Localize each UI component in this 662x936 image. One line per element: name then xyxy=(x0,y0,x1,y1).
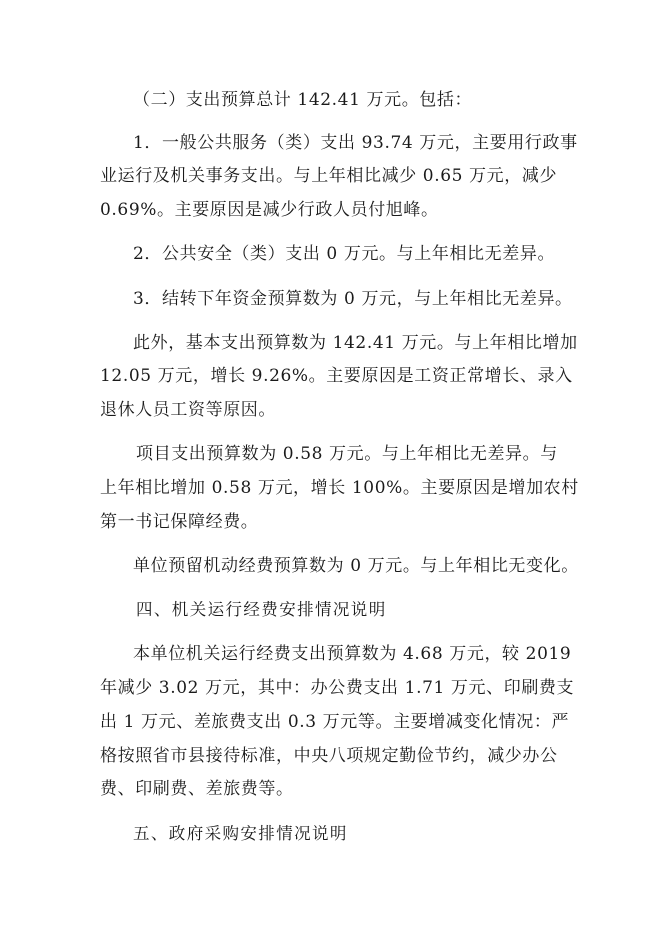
project-expenditure-line-1: 项目支出预算数为 0.58 万元。与上年相比无差异。与 xyxy=(136,444,558,464)
operating-funds-line-4: 格按照省市县接待标准，中央八项规定勤俭节约，减少办公 xyxy=(100,746,558,766)
operating-funds-line-2: 年减少 3.02 万元，其中：办公费支出 1.71 万元、印刷费支 xyxy=(100,678,575,698)
basic-expenditure-line-1: 此外，基本支出预算数为 142.41 万元。与上年相比增加 xyxy=(133,333,578,353)
reserved-funds: 单位预留机动经费预算数为 0 万元。与上年相比无变化。 xyxy=(133,556,579,576)
item-1-line-2: 业运行及机关事务支出。与上年相比减少 0.65 万元，减少 xyxy=(100,166,558,186)
operating-funds-line-5: 费、印刷费、差旅费等。 xyxy=(100,779,294,799)
item-1-line-1: 1．一般公共服务（类）支出 93.74 万元，主要用行政事 xyxy=(133,133,578,153)
project-expenditure-line-3: 第一书记保障经费。 xyxy=(100,512,259,532)
item-2: 2．公共安全（类）支出 0 万元。与上年相比无差异。 xyxy=(133,244,556,264)
subsection-expenditure-total: （二）支出预算总计 142.41 万元。包括： xyxy=(133,90,473,110)
operating-funds-line-1: 本单位机关运行经费支出预算数为 4.68 万元，较 2019 xyxy=(133,644,572,664)
item-3: 3．结转下年资金预算数为 0 万元，与上年相比无差异。 xyxy=(133,289,573,309)
item-1-line-3: 0.69%。主要原因是减少行政人员付旭峰。 xyxy=(100,200,439,220)
section-5-heading: 五、政府采购安排情况说明 xyxy=(133,824,348,843)
operating-funds-line-3: 出 1 万元、差旅费支出 0.3 万元等。主要增减变化情况：严 xyxy=(100,712,570,732)
basic-expenditure-line-3: 退休人员工资等原因。 xyxy=(100,400,276,420)
section-4-heading: 四、机关运行经费安排情况说明 xyxy=(136,600,387,619)
project-expenditure-line-2: 上年相比增加 0.58 万元，增长 100%。主要原因是增加农村 xyxy=(100,478,579,498)
basic-expenditure-line-2: 12.05 万元，增长 9.26%。主要原因是工资正常增长、录入 xyxy=(100,366,573,386)
